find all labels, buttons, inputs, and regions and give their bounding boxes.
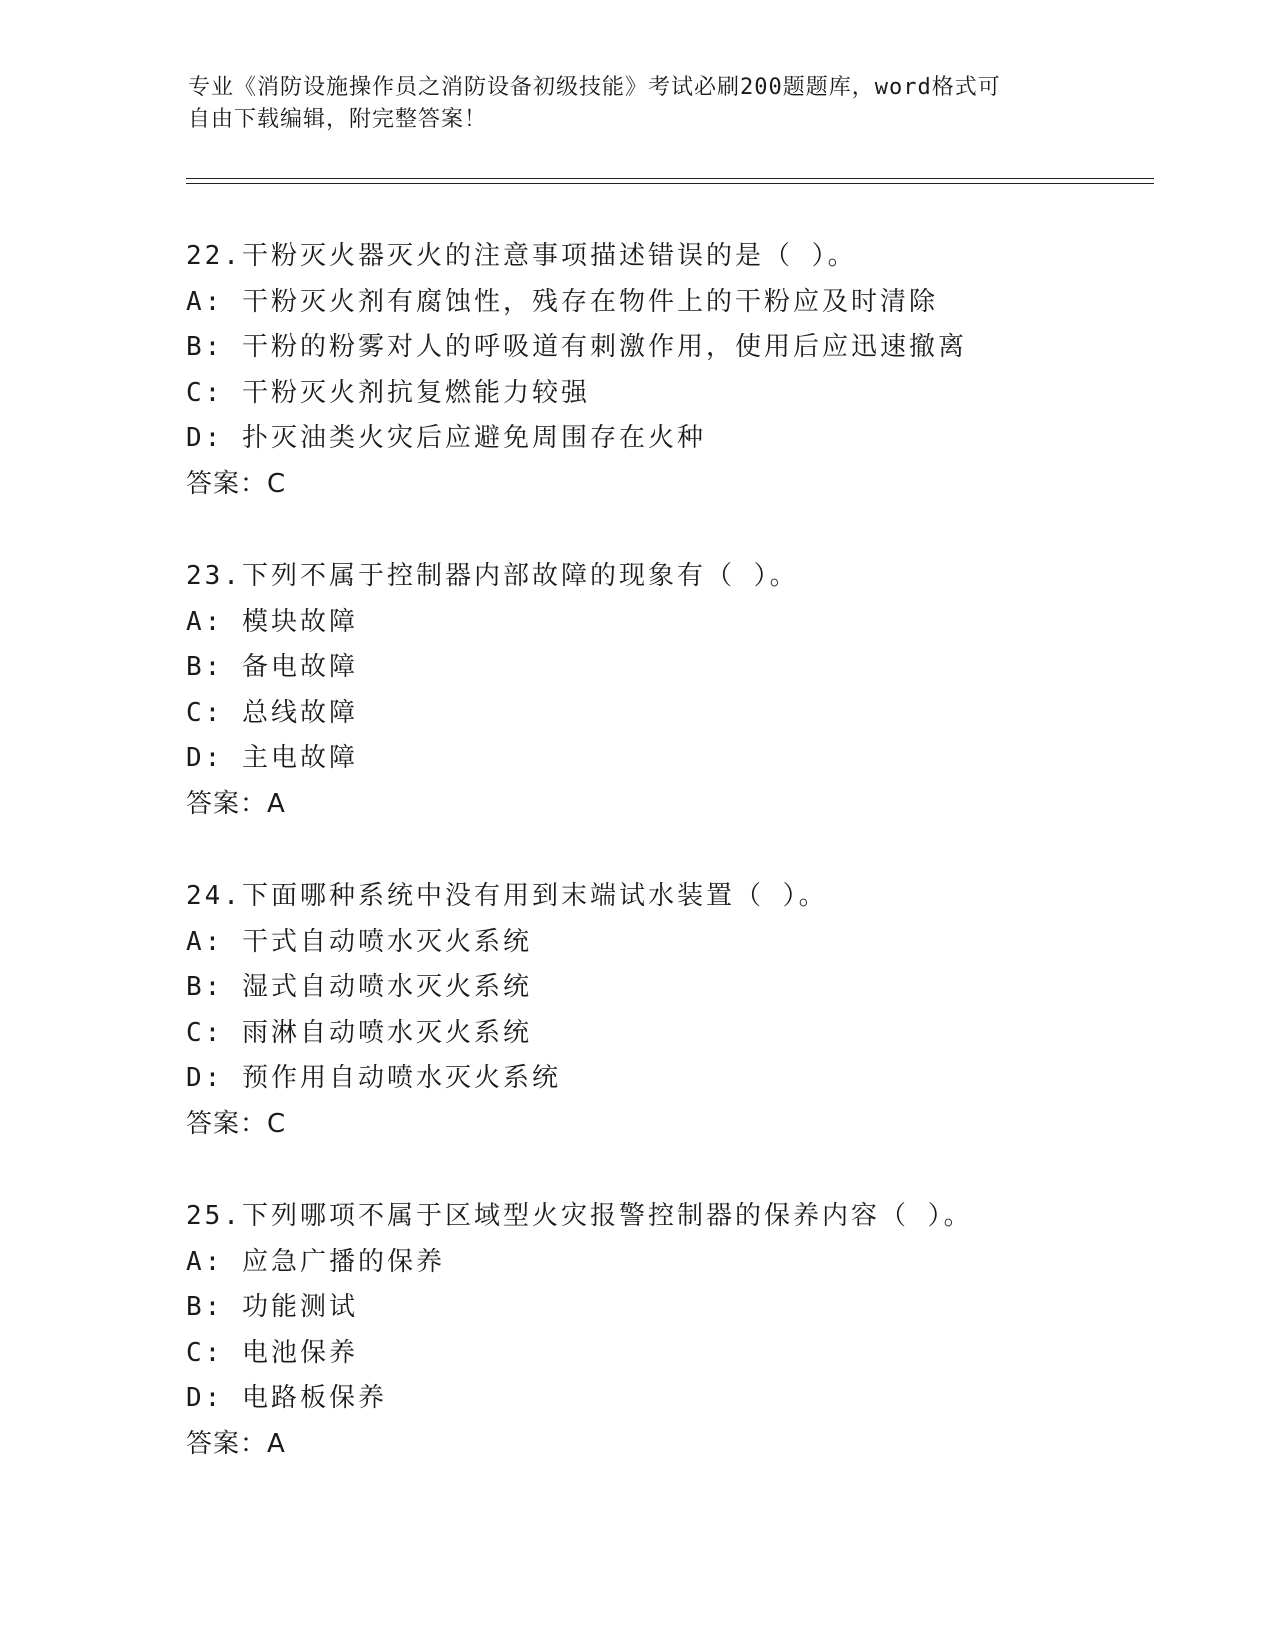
answer-line: 答案：A: [186, 1428, 286, 1459]
question-23: [186, 554, 1146, 827]
option-a: A: 干粉灭火剂有腐蚀性，残存在物件上的干粉应及时清除: [186, 286, 938, 317]
question-24: [186, 874, 1146, 1147]
option-c: C: 雨淋自动喷水灭火系统: [186, 1017, 532, 1048]
option-c: C: 电池保养: [186, 1337, 358, 1368]
header-line-1: 专业《消防设施操作员之消防设备初级技能》考试必刷200题题库，word格式可: [188, 75, 1001, 100]
question-stem: 22.干粉灭火器灭火的注意事项描述错误的是（ ）。: [186, 241, 857, 271]
option-a: A: 模块故障: [186, 606, 358, 637]
answer-line: 答案：C: [186, 1108, 287, 1139]
option-d: D: 电路板保养: [186, 1383, 387, 1413]
option-c: C: 总线故障: [186, 697, 358, 728]
option-b: B: 湿式自动喷水灭火系统: [186, 972, 532, 1002]
answer-line: 答案：A: [186, 788, 286, 819]
option-a: A: 干式自动喷水灭火系统: [186, 926, 532, 957]
header-divider-top: [186, 178, 1154, 179]
option-b: B: 备电故障: [186, 652, 358, 682]
option-b: B: 干粉的粉雾对人的呼吸道有刺激作用，使用后应迅速撤离: [186, 332, 967, 362]
question-stem: 23.下列不属于控制器内部故障的现象有（ ）。: [186, 561, 799, 591]
option-c: C: 干粉灭火剂抗复燃能力较强: [186, 377, 590, 408]
question-22: [186, 234, 1146, 507]
option-d: D: 预作用自动喷水灭火系统: [186, 1063, 561, 1093]
answer-line: 答案：C: [186, 468, 287, 499]
question-25: [186, 1194, 1146, 1467]
option-d: D: 扑灭油类火灾后应避免周围存在火种: [186, 423, 706, 453]
option-b: B: 功能测试: [186, 1292, 358, 1322]
header-line-2: 自由下载编辑，附完整答案！: [188, 107, 488, 132]
document-header: [188, 72, 1068, 136]
option-a: A: 应急广播的保养: [186, 1246, 445, 1277]
option-d: D: 主电故障: [186, 743, 358, 773]
question-stem: 24.下面哪种系统中没有用到末端试水装置（ ）。: [186, 881, 828, 911]
header-divider-bottom: [186, 183, 1154, 184]
question-stem: 25.下列哪项不属于区域型火灾报警控制器的保养内容（ ）。: [186, 1201, 973, 1231]
